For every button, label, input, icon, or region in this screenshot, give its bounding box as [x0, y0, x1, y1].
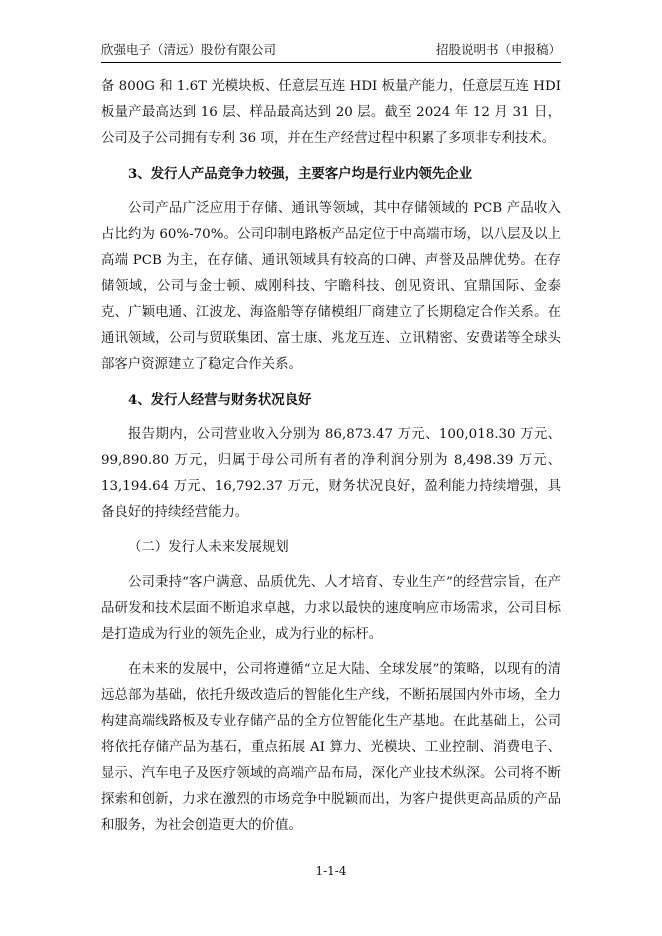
paragraph-continued: 备 800G 和 1.6T 光模块板、任意层互连 HDI 板量产能力，任意层互连 HDI 板量产最高达到 16 层、样品最高达到 20 层。截至 2024 年 12 月 31 日，公司及子公司拥有专利 36 项，并在生产经营过程中积累了多项非专利技术。 [101, 79, 561, 146]
paragraph-products-customers: 公司产品广泛应用于存储、通讯等领域，其中存储领域的 PCB 产品收入占比约为 60%-70%。公司印制电路板产品定位于中高端市场，以八层及以上高端 PCB 为主，在存储、通讯领域具有较高的口碑、声誉及品牌优势。在存储领域，公司与金士顿、威刚科技、宇瞻科技、创见资讯、宜鼎国际、金泰克、广颖电通、江波龙、海盗船等存储模组厂商建立了长期稳定合作关系。在通讯领域，公司与贸联集团、富士康、兆龙互连、立讯精密、安费诺等全球头部客户资源建立了稳定合作关系。 [101, 201, 561, 372]
document-type: 招股说明书（申报稿） [435, 42, 561, 57]
paragraph-financials: 报告期内，公司营业收入分别为 86,873.47 万元、100,018.30 万元、99,890.80 万元，归属于母公司所有者的净利润分别为 8,498.39 万元、13,194.64 万元、16,792.37 万元，财务状况良好，盈利能力持续增强，具备良好的持续经营能力。 [101, 427, 561, 520]
company-name: 欣强电子（清远）股份有限公司 [101, 42, 277, 57]
paragraph-strategy: 在未来的发展中，公司将遵循“立足大陆、全球发展”的策略，以现有的清远总部为基础，依托升级改造后的智能化生产线，不断拓展国内外市场，全力构建高端线路板及专业存储产品的全方位智能化生产基地。在此基础上，公司将依托存储产品为基石，重点拓展 AI 算力、光模块、工业控制、消费电子、显示、汽车电子及医疗领域的高端产品布局，深化产业技术纵深。公司将不断探索和创新，力求在激烈的市场竞争中脱颖而出，为客户提供更高品质的产品和服务，为社会创造更大的价值。 [101, 662, 561, 833]
section-heading-financials: 4、发行人经营与财务状况良好 [128, 392, 312, 408]
page-header [101, 40, 561, 63]
section-heading-competitiveness: 3、发行人产品竞争力较强，主要客户均是行业内领先企业 [128, 166, 473, 182]
page-body [101, 74, 561, 848]
paragraph-mission: 公司秉持“客户满意、品质优先、人才培育、专业生产”的经营宗旨，在产品研发和技术层面不断追求卓越，力求以最快的速度响应市场需求，公司目标是打造成为行业的领先企业，成为行业的标杆。 [101, 575, 561, 642]
page-number: 1-1-4 [315, 864, 347, 878]
section-heading-future-plan: （二）发行人未来发展规划 [128, 540, 289, 555]
